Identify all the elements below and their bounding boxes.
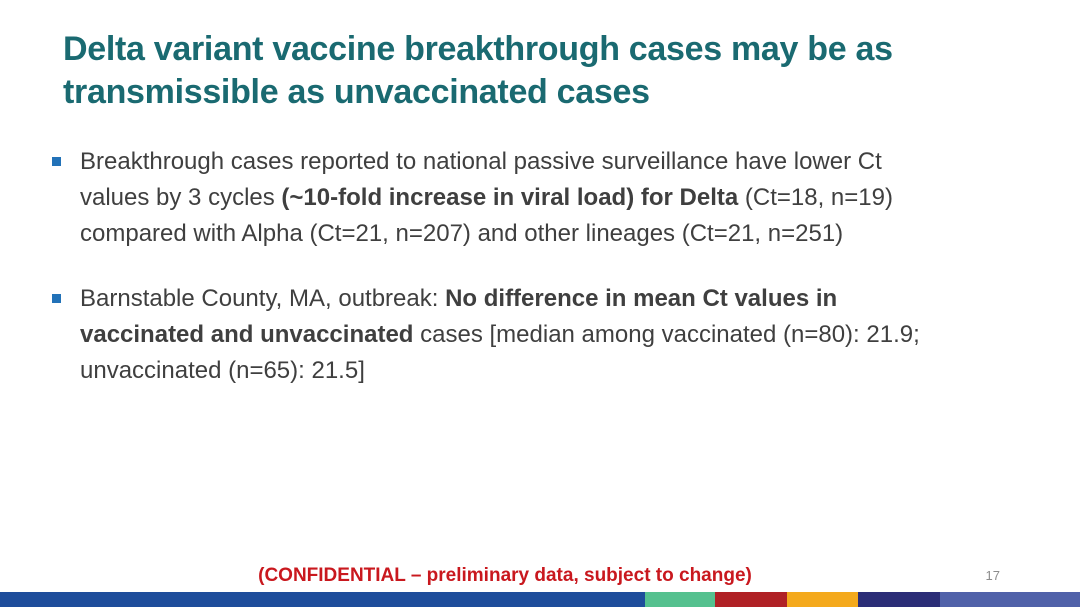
bullet-list xyxy=(52,144,1027,389)
bullet-text xyxy=(80,144,893,252)
slide-title-line-2: transmissible as unvaccinated cases xyxy=(63,73,650,111)
bullet-item-surveillance xyxy=(52,144,1027,252)
bullet-item-barnstable xyxy=(52,281,1027,389)
bullet-line: unvaccinated (n=65): 21.5] xyxy=(80,357,365,384)
page-number: 17 xyxy=(985,568,1000,583)
bottom-color-bar xyxy=(0,592,1080,607)
bullet-square-icon xyxy=(52,157,61,166)
slide-title-line-1: Delta variant vaccine breakthrough cases may be as xyxy=(63,30,893,68)
bullet-text xyxy=(80,281,920,389)
bullet-square-icon xyxy=(52,294,61,303)
bullet-line: Barnstable County, MA, outbreak: No difference in mean Ct values in xyxy=(80,285,838,312)
bullet-line: vaccinated and unvaccinated cases [median among vaccinated (n=80): 21.9; xyxy=(80,321,920,348)
bar-segment-red xyxy=(715,592,787,607)
bar-segment-dark-blue xyxy=(0,592,645,607)
bar-segment-orange xyxy=(787,592,858,607)
bar-segment-indigo xyxy=(858,592,940,607)
bar-segment-periwinkle xyxy=(940,592,1080,607)
bullet-line: Breakthrough cases reported to national passive surveillance have lower Ct xyxy=(80,148,882,175)
bar-segment-green xyxy=(645,592,715,607)
confidential-notice: (CONFIDENTIAL – preliminary data, subject to change) xyxy=(258,565,752,586)
bullet-line: compared with Alpha (Ct=21, n=207) and other lineages (Ct=21, n=251) xyxy=(80,220,844,247)
slide-title xyxy=(63,28,1043,114)
bullet-line: values by 3 cycles (~10-fold increase in viral load) for Delta (Ct=18, n=19) xyxy=(80,184,893,211)
